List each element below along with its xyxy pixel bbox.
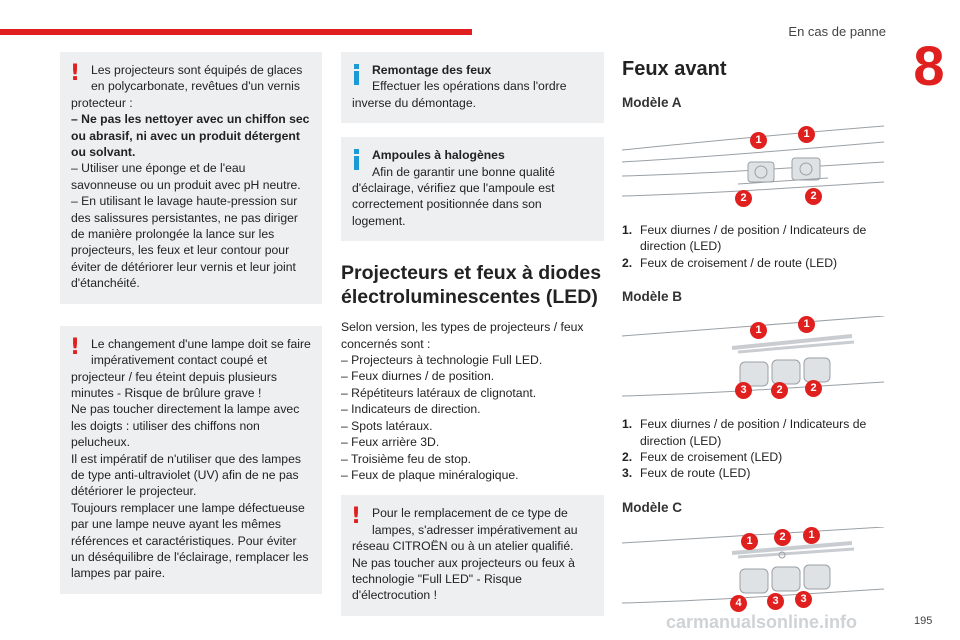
led-list xyxy=(341,352,604,483)
info-box-halogen xyxy=(341,137,604,241)
info-title: Remontage des feux xyxy=(372,63,492,77)
text-line: Effectuer les opérations dans l'ordre xyxy=(372,79,567,94)
model-a-illustration xyxy=(622,122,884,212)
callout-badge: 1 xyxy=(750,132,767,149)
column-middle xyxy=(341,52,604,616)
callout-badge: 2 xyxy=(805,188,822,205)
info-title: Ampoules à halogènes xyxy=(372,148,505,163)
text-line: d'éclairage, vérifiez que l'ampoule est correctement positionnée dans son logement. xyxy=(352,181,555,228)
callout-badge: 1 xyxy=(741,533,758,550)
led-section-heading: Projecteurs et feux à diodes électroluminescentes (LED) xyxy=(341,262,602,309)
page-number: 195 xyxy=(914,615,933,627)
callout-badge: 4 xyxy=(730,595,747,612)
info-icon xyxy=(354,64,360,84)
led-list-item: – Feux de plaque minéralogique. xyxy=(341,467,519,482)
led-intro: Selon version, les types de projecteurs / feux concernés sont : xyxy=(341,320,584,351)
text-line: impérativement contact coupé et xyxy=(91,353,268,368)
model-b-illustration xyxy=(622,316,884,406)
callout-badge: 2 xyxy=(774,529,791,546)
text-line: en polycarbonate, revêtues d'un vernis xyxy=(91,79,300,94)
model-a-title: Modèle A xyxy=(622,95,682,110)
warning-exclamation-icon: ! xyxy=(351,504,362,530)
warning-box-cleaning xyxy=(60,52,322,304)
text-line: Pour le remplacement de ce type de xyxy=(372,506,568,521)
text-line: projecteur / feu éteint depuis plusieurs minutes - Risque de brûlure grave ! xyxy=(71,369,277,400)
text-line: – En utilisant le lavage haute-pression sur des salissures persistantes, ne pas diriger de manière prolongée la lance sur les projecteurs, les feux et leur contour pour éviter de détériorer leur vernis et leur joint d'étanchéité. xyxy=(71,194,298,291)
callout-badge: 1 xyxy=(750,322,767,339)
led-list-item: – Feux arrière 3D. xyxy=(341,435,440,450)
header-accent-bar xyxy=(0,29,472,35)
text-line: Afin de garantir une bonne qualité xyxy=(372,164,555,179)
front-lights-heading: Feux avant xyxy=(622,58,727,80)
warning-box-lamp-change xyxy=(60,326,322,594)
callout-badge: 2 xyxy=(735,190,752,207)
text-line: – Utiliser une éponge et de l'eau savonneuse ou un produit avec pH neutre. xyxy=(71,161,301,192)
callout-badge: 1 xyxy=(803,527,820,544)
text-line: inverse du démontage. xyxy=(352,95,476,110)
legend-item: 1. Feux diurnes / de position / Indicateurs de direction (LED) xyxy=(622,417,867,448)
callout-badge: 1 xyxy=(798,316,815,333)
led-list-item: – Indicateurs de direction. xyxy=(341,402,481,417)
legend-item: 2. Feux de croisement / de route (LED) xyxy=(622,255,838,270)
led-list-item: – Répétiteurs latéraux de clignotant. xyxy=(341,385,537,400)
led-list-item: – Spots latéraux. xyxy=(341,418,433,433)
text-line: Ne pas toucher aux projecteurs ou feux à technologie "Full LED" - Risque d'électrocution ! xyxy=(352,555,575,603)
warning-exclamation-icon: ! xyxy=(70,334,81,360)
callout-badge: 2 xyxy=(805,380,822,397)
info-box-reassembly xyxy=(341,52,604,123)
text-line: Il est impératif de n'utiliser que des lampes de type anti-ultraviolet (UV) afin de ne pas détériorer le projecteur. xyxy=(71,451,301,499)
model-c-illustration xyxy=(622,527,884,613)
callout-badge: 2 xyxy=(771,382,788,399)
warning-box-led xyxy=(341,495,604,615)
text-line: protecteur : xyxy=(71,95,133,110)
callout-badge: 3 xyxy=(735,382,752,399)
text-line: Le changement d'une lampe doit se faire xyxy=(91,336,311,351)
led-list-item: – Feux diurnes / de position. xyxy=(341,369,495,384)
text-line: réseau CITROËN ou à un atelier qualifié. xyxy=(352,539,574,554)
column-right xyxy=(622,52,884,623)
text-line: Ne pas toucher directement la lampe avec les doigts : utiliser des chiffons non pelucheux. xyxy=(71,402,300,450)
text-line: Toujours remplacer une lampe défectueuse par une lampe neuve ayant les mêmes références et caractéristiques. Pour éviter un déséquilibre de l'éclairage, remplacer les lampes par paire. xyxy=(71,500,309,581)
text-line: Les projecteurs sont équipés de glaces xyxy=(91,63,303,77)
legend-item: 3. Feux de route (LED) xyxy=(622,466,751,481)
column-left xyxy=(60,52,322,594)
callout-badge: 1 xyxy=(798,126,815,143)
callout-badge: 3 xyxy=(767,593,784,610)
section-title: En cas de panne xyxy=(788,24,886,39)
text-line: lampes, s'adresser impérativement au xyxy=(372,522,578,537)
model-c-title: Modèle C xyxy=(622,499,683,515)
model-b-title: Modèle B xyxy=(622,289,683,305)
callout-badge: 3 xyxy=(795,591,812,608)
info-icon xyxy=(354,149,360,169)
led-list-item: – Projecteurs à technologie Full LED. xyxy=(341,353,543,368)
chapter-number: 8 xyxy=(913,34,945,97)
bold-instruction: – Ne pas les nettoyer avec un chiffon sec ou abrasif, ni avec un produit détergent ou solvant. xyxy=(71,112,310,160)
legend-item: 1. Feux diurnes / de position / Indicateurs de direction (LED) xyxy=(622,223,867,254)
warning-exclamation-icon: ! xyxy=(70,61,81,86)
watermark: carmanualsonline.info xyxy=(666,612,858,632)
led-list-item: – Troisième feu de stop. xyxy=(341,451,472,466)
legend-item: 2. Feux de croisement (LED) xyxy=(622,450,783,465)
